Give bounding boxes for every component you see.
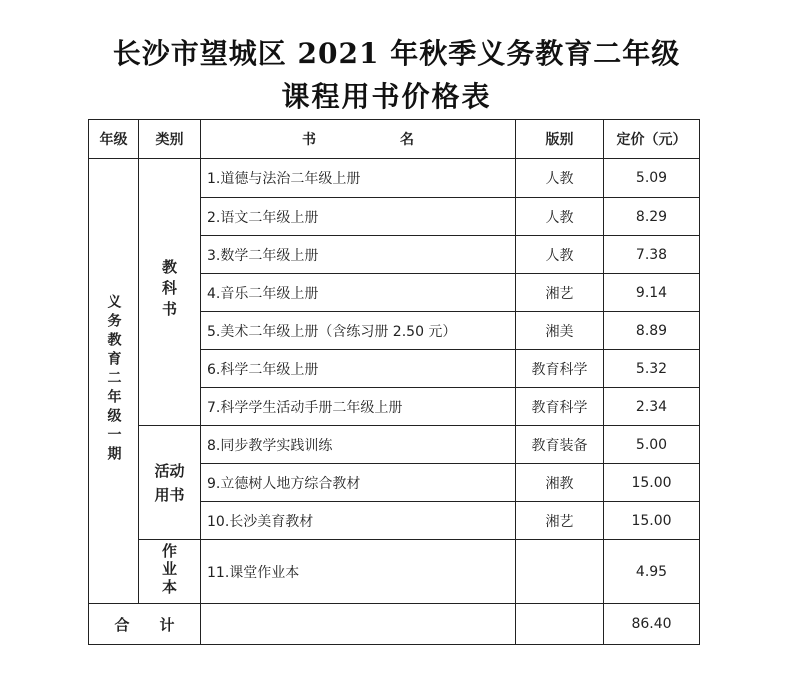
book-price: 15.00 <box>604 502 700 540</box>
book-edition: 湘美 <box>516 312 604 350</box>
book-edition: 教育科学 <box>516 388 604 426</box>
category-textbook: 教科书 <box>160 258 178 322</box>
book-name: 1.道德与法治二年级上册 <box>201 159 516 198</box>
book-edition: 人教 <box>516 159 604 198</box>
book-name: 5.美术二年级上册（含练习册 2.50 元） <box>201 312 516 350</box>
book-name: 8.同步教学实践训练 <box>201 426 516 464</box>
book-edition: 人教 <box>516 198 604 236</box>
book-name: 4.音乐二年级上册 <box>201 274 516 312</box>
book-name: 3.数学二年级上册 <box>201 236 516 274</box>
book-price: 4.95 <box>604 540 700 604</box>
document-title-line2: 课程用书价格表 <box>281 80 492 113</box>
header-row <box>89 120 700 159</box>
category-activity-cell <box>139 426 201 540</box>
grade-label: 义务教育二年级一期 <box>105 293 122 465</box>
category-textbook-cell <box>139 159 201 426</box>
book-price: 5.00 <box>604 426 700 464</box>
book-edition: 教育科学 <box>516 350 604 388</box>
book-price: 8.89 <box>604 312 700 350</box>
total-label: 合 计 <box>89 604 201 645</box>
category-activity: 活动用书 <box>154 461 185 504</box>
header-grade: 年级 <box>89 120 139 159</box>
book-name: 2.语文二年级上册 <box>201 198 516 236</box>
book-name: 9.立德树人地方综合教材 <box>201 464 516 502</box>
book-name: 10.长沙美育教材 <box>201 502 516 540</box>
book-price: 15.00 <box>604 464 700 502</box>
document-title-line1: 长沙市望城区 2021 年秋季义务教育二年级 <box>112 37 681 70</box>
book-price: 5.32 <box>604 350 700 388</box>
book-price: 9.14 <box>604 274 700 312</box>
total-row <box>89 604 700 645</box>
header-book-name: 书 名 <box>201 120 516 159</box>
book-name: 11.课堂作业本 <box>201 540 516 604</box>
book-price: 7.38 <box>604 236 700 274</box>
total-empty-edition <box>516 604 604 645</box>
header-price: 定价（元） <box>604 120 700 159</box>
table-row <box>89 540 700 604</box>
header-edition: 版别 <box>516 120 604 159</box>
book-edition: 湘教 <box>516 464 604 502</box>
book-edition: 湘艺 <box>516 502 604 540</box>
book-name: 7.科学学生活动手册二年级上册 <box>201 388 516 426</box>
table-row <box>89 159 700 198</box>
category-workbook: 作业本 <box>160 542 178 597</box>
total-empty-name <box>201 604 516 645</box>
header-category: 类别 <box>139 120 201 159</box>
book-price: 5.09 <box>604 159 700 198</box>
book-price: 2.34 <box>604 388 700 426</box>
book-edition: 湘艺 <box>516 274 604 312</box>
price-table <box>88 119 700 645</box>
book-edition: 人教 <box>516 236 604 274</box>
total-price: 86.40 <box>604 604 700 645</box>
book-edition <box>516 540 604 604</box>
category-workbook-cell <box>139 540 201 604</box>
grade-cell <box>89 159 139 604</box>
book-name: 6.科学二年级上册 <box>201 350 516 388</box>
table-row <box>89 426 700 464</box>
book-price: 8.29 <box>604 198 700 236</box>
book-edition: 教育装备 <box>516 426 604 464</box>
